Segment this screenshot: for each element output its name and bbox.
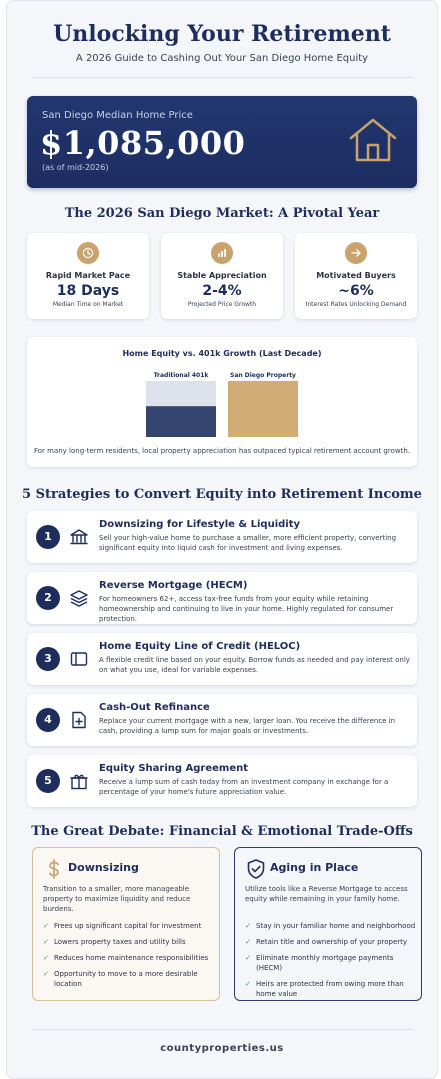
infographic-frame	[6, 0, 438, 1079]
strategy-card-reverse-mortgage	[27, 572, 417, 624]
panel-intro: Transition to a smaller, more manageable property to maximize liquidity and reduce burdens.	[43, 885, 191, 913]
page-subtitle: A 2026 Guide to Cashing Out Your San Diego Home Equity	[75, 53, 369, 64]
check-icon: ✓	[245, 954, 251, 962]
strategy-description: A flexible credit line based on your equity. Borrow funds as needed and pay interest only on what you use, ideal for variable expenses.	[99, 656, 410, 674]
bar-category-label: San Diego Property	[230, 372, 296, 379]
stat-label: Rapid Market Pace	[45, 271, 131, 280]
stat-sublabel: Interest Rates Unlocking Demand	[305, 301, 407, 308]
strategies-section-title: 5 Strategies to Convert Equity into Retirement Income	[22, 487, 422, 502]
stat-value: ~6%	[338, 283, 374, 299]
stat-card-market-pace	[27, 233, 149, 319]
dollar-icon	[43, 858, 65, 880]
stat-card-appreciation	[161, 233, 283, 319]
panel-heading: Downsizing	[68, 861, 139, 874]
stat-card-buyers	[295, 233, 417, 319]
strategy-card-cash-out-refinance	[27, 694, 417, 746]
list-item: ✓ Frees up significant capital for investment	[43, 922, 202, 930]
divider	[31, 1029, 413, 1030]
footer-site: countyproperties.us	[160, 1043, 284, 1054]
credit-card-icon	[69, 649, 89, 669]
stat-sublabel: Median Time on Market	[52, 301, 124, 308]
clock-icon	[82, 247, 94, 259]
check-icon: ✓	[245, 922, 251, 930]
stat-label: Stable Appreciation	[177, 271, 267, 280]
strategy-name: Downsizing for Lifestyle & Liquidity	[99, 519, 301, 530]
stat-value: 18 Days	[56, 283, 120, 299]
strategy-number: 2	[36, 586, 60, 610]
chart-title: Home Equity vs. 401k Growth (Last Decade)	[122, 349, 322, 358]
list-item: ✓ Opportunity to move to a more desirable location	[43, 970, 198, 988]
check-icon: ✓	[43, 954, 49, 962]
benefit-list	[43, 921, 215, 995]
list-item: ✓ Eliminate monthly mortgage payments (HECM)	[245, 954, 394, 972]
bar-category-label: Traditional 401k	[153, 372, 209, 379]
market-section-title: The 2026 San Diego Market: A Pivotal Year	[64, 206, 380, 221]
check-icon: ✓	[43, 938, 49, 946]
strategy-number: 1	[36, 525, 60, 549]
bar-traditional-401k	[146, 406, 216, 437]
check-icon: ✓	[43, 922, 49, 930]
strategy-description: Replace your current mortgage with a new, larger loan. You receive the difference in cash, providing a lump sum for major goals or investments.	[99, 717, 396, 735]
median-price-label: San Diego Median Home Price	[42, 110, 193, 121]
divider	[31, 77, 413, 78]
list-item: ✓ Reduces home maintenance responsibilities	[43, 954, 209, 962]
arrow-right-icon	[350, 247, 362, 259]
equity-bar-chart	[27, 361, 417, 443]
strategy-name: Reverse Mortgage (HECM)	[99, 580, 248, 591]
benefit-list	[245, 921, 417, 1005]
median-price-note: (as of mid-2026)	[42, 163, 109, 172]
strategy-card-heloc	[27, 633, 417, 685]
bank-icon	[69, 527, 89, 547]
gift-icon	[69, 771, 89, 791]
strategy-card-downsizing	[27, 511, 417, 563]
panel-intro: Utilize tools like a Reverse Mortgage to access equity while remaining in your family home.	[245, 885, 408, 903]
strategy-description: For homeowners 62+, access tax-free funds from your equity while retaining homeownership and continuing to live in your home. Highly regulated for consumer protection.	[99, 595, 394, 623]
bar-san-diego-property	[228, 381, 298, 437]
strategy-description: Receive a lump sum of cash today from an investment company in exchange for a percentage of your home's future appreciation value.	[99, 778, 389, 796]
strategy-name: Home Equity Line of Credit (HELOC)	[99, 641, 301, 652]
stat-value: 2-4%	[202, 283, 242, 299]
strategy-number: 3	[36, 647, 60, 671]
aging-in-place-panel	[234, 847, 422, 1001]
chart-caption: For many long-term residents, local property appreciation has outpaced typical retirement account growth.	[33, 447, 411, 455]
equity-chart-card	[27, 337, 417, 467]
strategy-number: 4	[36, 708, 60, 732]
bar-chart-icon	[216, 247, 228, 259]
list-item: ✓ Lowers property taxes and utility bills	[43, 938, 186, 946]
list-item: ✓ Heirs are protected from owing more than home value	[245, 980, 404, 998]
median-price-value: $1,085,000	[40, 124, 246, 162]
list-item: ✓ Retain title and ownership of your property	[245, 938, 408, 946]
layers-icon	[69, 588, 89, 608]
median-price-banner	[27, 96, 417, 188]
document-plus-icon	[69, 710, 89, 730]
check-shield-icon	[245, 858, 267, 880]
panel-heading: Aging in Place	[270, 861, 359, 874]
house-icon	[345, 112, 401, 168]
check-icon: ✓	[245, 980, 251, 988]
stat-sublabel: Projected Price Growth	[187, 301, 257, 308]
downsizing-panel	[32, 847, 220, 1001]
stat-label: Motivated Buyers	[316, 271, 396, 280]
strategy-description: Sell your high-value home to purchase a smaller, more efficient property, converting significant equity into liquid cash for investment and living expenses.	[99, 534, 397, 552]
strategy-name: Cash-Out Refinance	[99, 702, 210, 713]
strategy-name: Equity Sharing Agreement	[99, 763, 248, 774]
debate-section-title: The Great Debate: Financial & Emotional Trade-Offs	[31, 824, 413, 839]
page-title: Unlocking Your Retirement	[53, 21, 391, 47]
check-icon: ✓	[245, 938, 251, 946]
check-icon: ✓	[43, 970, 49, 978]
list-item: ✓ Stay in your familiar home and neighborhood	[245, 922, 416, 930]
strategy-card-equity-sharing	[27, 755, 417, 807]
strategy-number: 5	[36, 769, 60, 793]
